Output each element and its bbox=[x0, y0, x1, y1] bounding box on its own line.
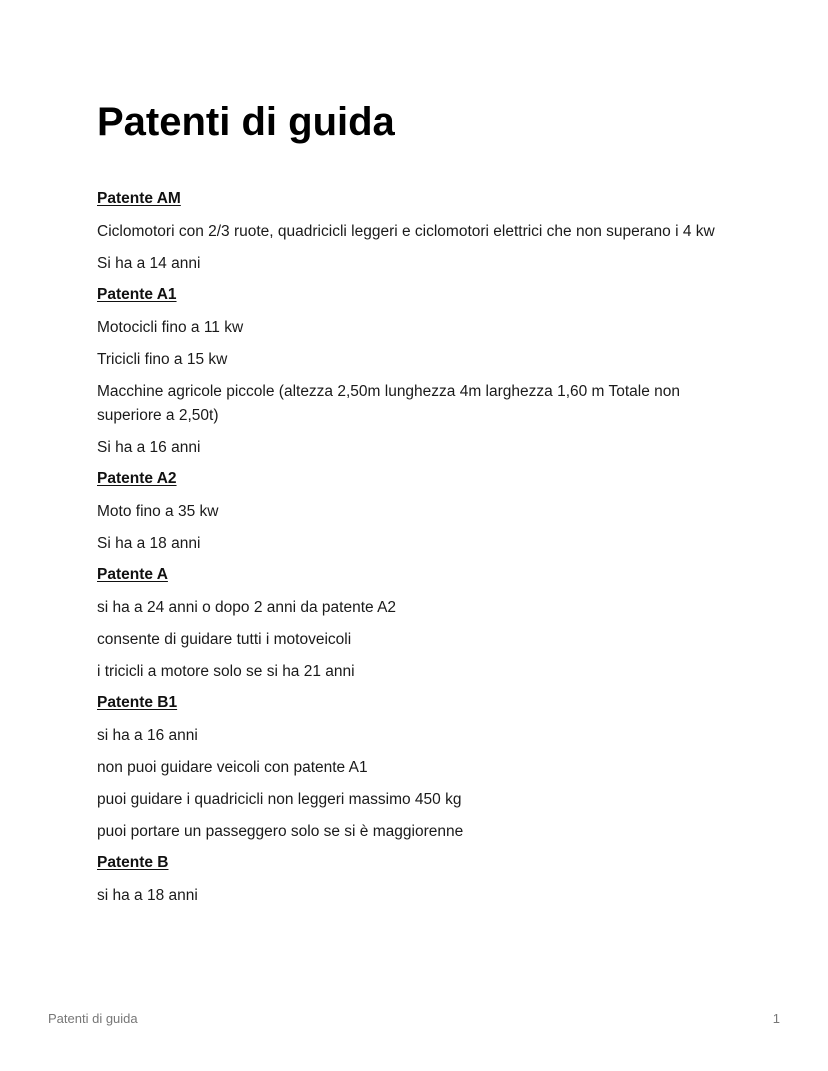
paragraph: si ha a 16 anni bbox=[97, 727, 198, 744]
section bbox=[97, 284, 737, 460]
section bbox=[97, 852, 737, 908]
document-title: Patenti di guida bbox=[97, 100, 395, 144]
section-heading: Patente A2 bbox=[97, 470, 177, 487]
section bbox=[97, 468, 737, 556]
paragraph: Tricicli fino a 15 kw bbox=[97, 351, 228, 368]
page-number: 1 bbox=[772, 1011, 780, 1026]
section-heading: Patente B1 bbox=[97, 694, 178, 711]
paragraph: Moto fino a 35 kw bbox=[97, 503, 219, 520]
section-heading: Patente A bbox=[97, 566, 168, 583]
paragraph: puoi guidare i quadricicli non leggeri massimo 450 kg bbox=[97, 791, 462, 808]
document-page bbox=[97, 98, 737, 916]
paragraph: Si ha a 14 anni bbox=[97, 255, 201, 272]
paragraph: puoi portare un passeggero solo se si è maggiorenne bbox=[97, 823, 464, 840]
paragraph: Ciclomotori con 2/3 ruote, quadricicli leggeri e ciclomotori elettrici che non superano i 4 kw bbox=[97, 223, 715, 240]
paragraph: non puoi guidare veicoli con patente A1 bbox=[97, 759, 368, 776]
paragraph: Si ha a 18 anni bbox=[97, 535, 201, 552]
paragraph: si ha a 24 anni o dopo 2 anni da patente A2 bbox=[97, 599, 397, 616]
section-heading: Patente B bbox=[97, 854, 169, 871]
section-heading: Patente AM bbox=[97, 190, 181, 207]
document-body bbox=[97, 188, 737, 908]
paragraph: si ha a 18 anni bbox=[97, 887, 198, 904]
paragraph: Si ha a 16 anni bbox=[97, 439, 201, 456]
section-heading: Patente A1 bbox=[97, 286, 177, 303]
paragraph: Macchine agricole piccole (altezza 2,50m lunghezza 4m larghezza 1,60 m Totale non superiore a 2,50t) bbox=[97, 383, 681, 424]
footer-title: Patenti di guida bbox=[48, 1011, 138, 1026]
paragraph: i tricicli a motore solo se si ha 21 anni bbox=[97, 663, 355, 680]
section bbox=[97, 564, 737, 684]
paragraph: Motocicli fino a 11 kw bbox=[97, 319, 244, 336]
section bbox=[97, 692, 737, 844]
paragraph: consente di guidare tutti i motoveicoli bbox=[97, 631, 352, 648]
section bbox=[97, 188, 737, 276]
